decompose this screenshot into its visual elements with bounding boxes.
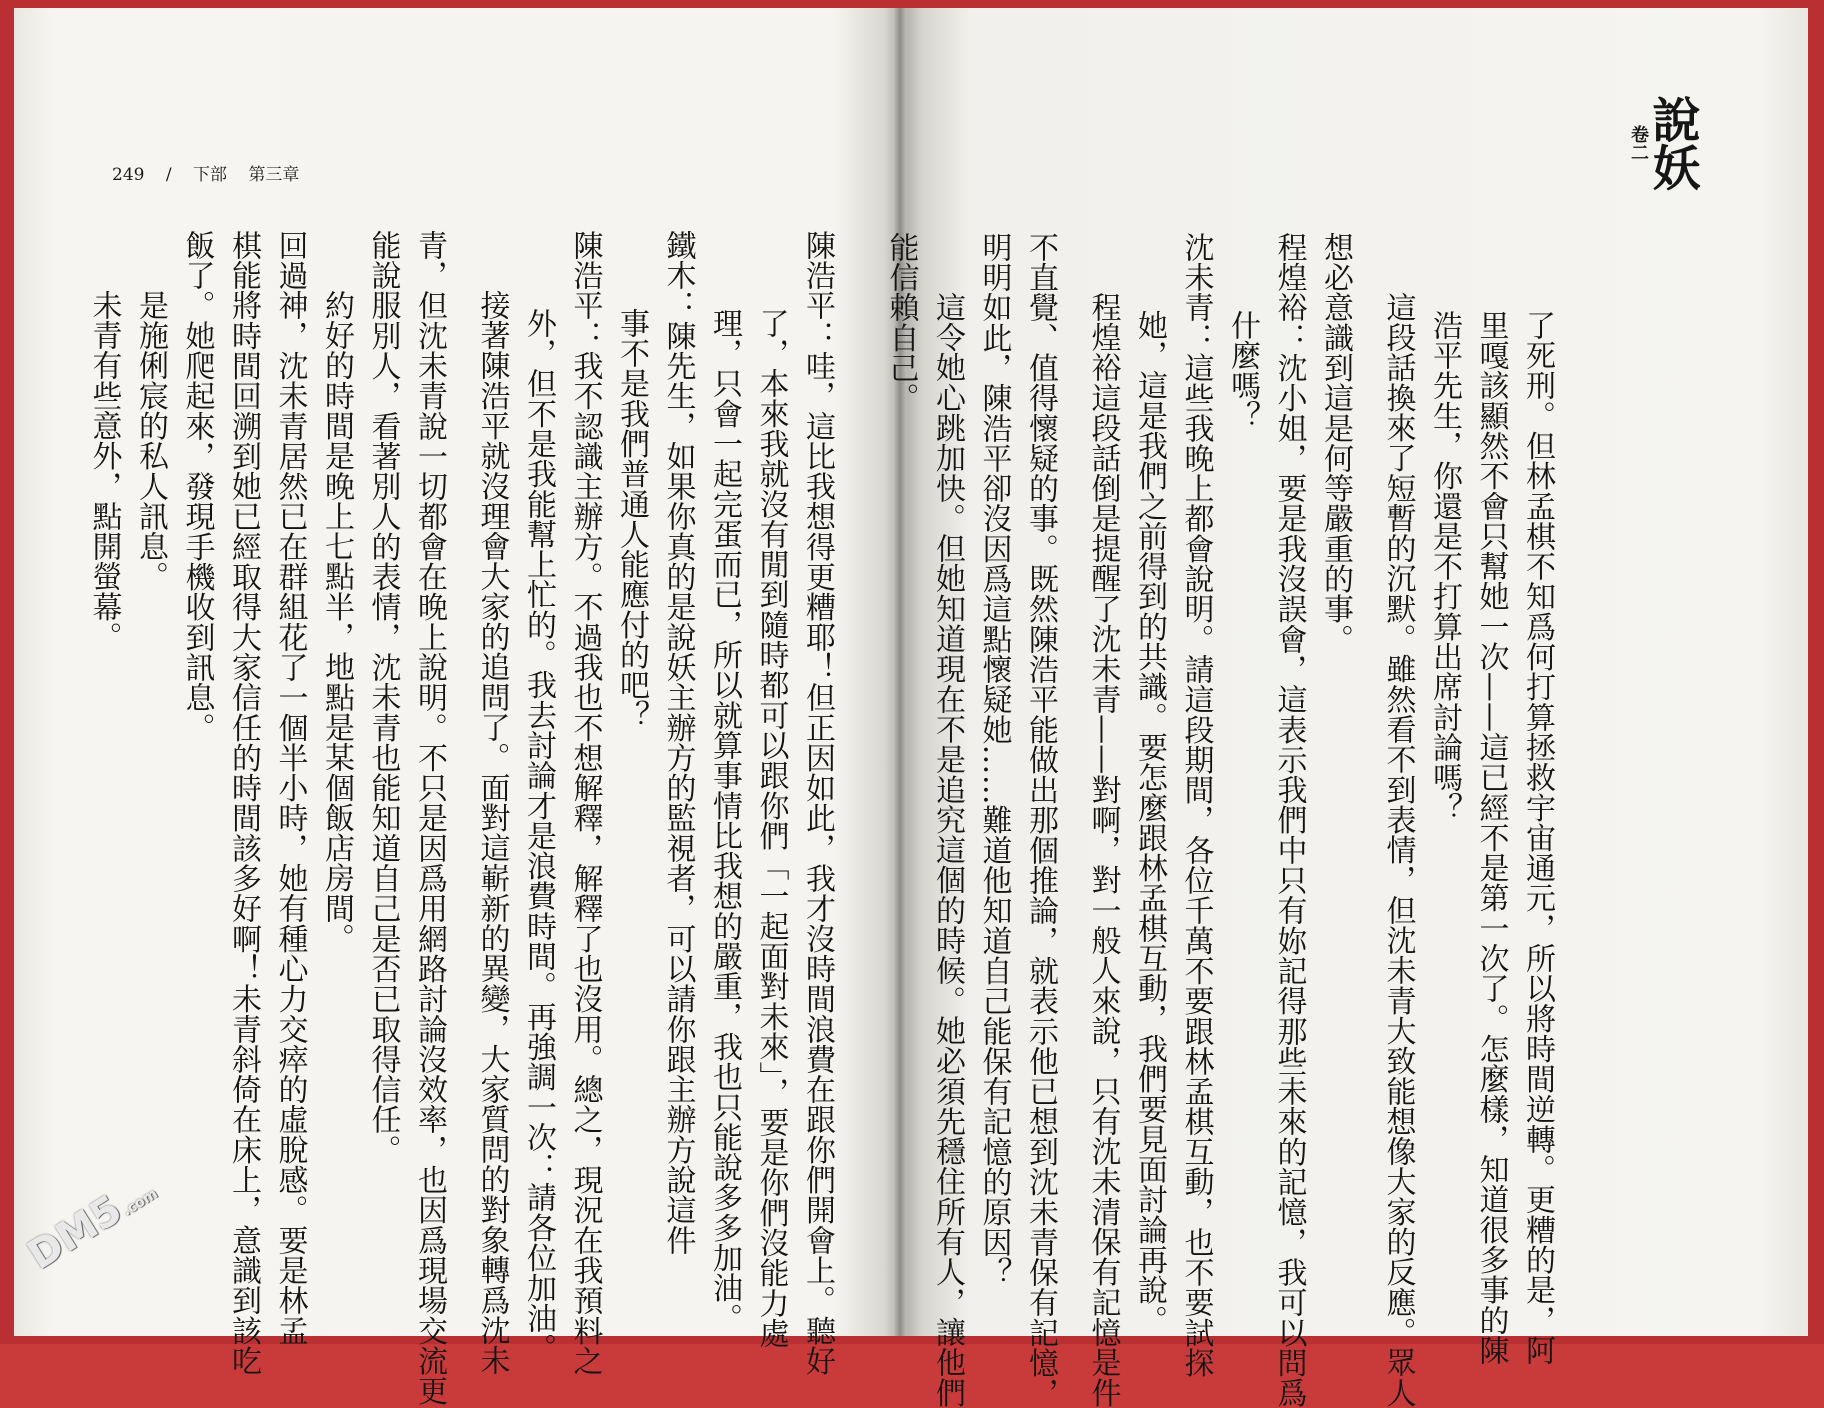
text-line: 了，本來我就沒有閒到隨時都可以跟你們「一起面對未來」，要是你們沒能力處	[753, 308, 789, 1349]
text-line: 想必意識到這是何等嚴重的事。	[1318, 232, 1353, 655]
text-line: 她，這是我們之前得到的共識。要怎麼跟林孟棋互動，我們要見面討論再說。	[1132, 310, 1167, 1336]
text-line: 青，但沈未青說一切都會在晚上說明。不只是因爲用網路討論沒效率，也因爲現場交流更	[412, 230, 447, 1406]
watermark-suffix: .com	[119, 1185, 161, 1220]
book-title: 說妖	[1644, 95, 1700, 191]
text-line: 鐵木：陳先生，如果你真的是說妖主辦方的監視者，可以請你跟主辦方說這件	[660, 230, 696, 1256]
text-line: 什麼嗎？	[1225, 310, 1260, 431]
text-line: 回過神，沈未青居然已在群組花了一個半小時，她有種心力交瘁的虛脫感。要是林孟	[272, 230, 308, 1346]
text-line: 這段話換來了短暫的沉默。雖然看不到表情，但沈未青大致能想像大家的反應。眾人	[1380, 292, 1416, 1408]
text-line: 了死刑。但林孟棋不知爲何打算拯救宇宙通元，所以將時間逆轉。更糟的是，阿	[1520, 310, 1555, 1366]
text-line: 事不是我們普通人能應付的吧？	[614, 308, 649, 731]
text-line: 陳浩平：我不認識主辦方。不過我也不想解釋，解釋了也沒用。總之，現況在我預料之	[567, 230, 603, 1376]
book-title-logo	[1625, 95, 1715, 215]
text-line: 外，但不是我能幫上忙的。我去討論才是浪費時間。再強調一次：請各位加油。	[521, 308, 556, 1364]
text-line: 約好的時間是晚上七點半，地點是某個飯店房間。	[319, 290, 354, 954]
text-line: 棋能將時間回溯到她已經取得大家信任的時間該多好啊！未青斜倚在床上，意識到該吃	[226, 230, 261, 1376]
section-label: 下部	[193, 165, 227, 185]
watermark-text: DM5	[20, 1186, 130, 1280]
text-line: 未青有些意外，點開螢幕。	[86, 290, 122, 652]
text-line: 能說服別人，看著別人的表情，沈未青也能知道自己是否已取得信任。	[365, 230, 401, 1165]
right-page-text	[883, 232, 1560, 1408]
running-head-separator: /	[165, 165, 172, 185]
volume-label: 卷二	[1628, 125, 1649, 161]
text-line: 理，只會一起完蛋而已，所以就算事情比我想的嚴重，我也只能說多多加油。	[707, 308, 742, 1334]
text-line: 飯了。她爬起來，發現手機收到訊息。	[179, 230, 215, 743]
left-running-head	[112, 160, 315, 185]
page-number: 249	[112, 165, 145, 185]
text-line: 程煌裕：沈小姐，要是我沒誤會，這表示我們中只有妳記得那些未來的記憶，我可以問爲	[1271, 232, 1307, 1408]
text-line: 沈未青：這些我晚上都會說明。請這段期間，各位千萬不要跟林孟棋互動，也不要試探	[1178, 232, 1214, 1378]
text-line: 明明如此，陳浩平卻沒因爲這點懷疑她……難道他知道自己能保有記憶的原因？	[976, 232, 1012, 1288]
text-line: 能信賴自己。	[883, 232, 919, 413]
chapter-label: 第三章	[248, 165, 300, 185]
text-line: 里嘎該顯然不會只幫她一次——這已經不是第一次了。怎麼樣，知道很多事的陳	[1473, 310, 1509, 1366]
text-line: 這令她心跳加快。但她知道現在不是追究這個的時候。她必須先穩住所有人，讓他們	[930, 292, 965, 1408]
text-line: 不直覺、值得懷疑的事。既然陳浩平能做出那個推論，就表示他已想到沈未青保有記憶，	[1023, 232, 1058, 1408]
text-line: 是施俐宸的私人訊息。	[133, 290, 168, 592]
text-line: 程煌裕這段話倒是提醒了沈未青——對啊，對一般人來說，只有沈未清保有記憶是件	[1085, 292, 1121, 1408]
text-line: 陳浩平：哇，這比我想得更糟耶！但正因如此，我才沒時間浪費在跟你們開會上。聽好	[800, 230, 835, 1376]
text-line: 接著陳浩平就沒理會大家的追問了。面對這嶄新的異變，大家質問的對象轉爲沈未	[474, 290, 510, 1376]
text-line: 浩平先生，你還是不打算出席討論嗎？	[1427, 310, 1462, 823]
